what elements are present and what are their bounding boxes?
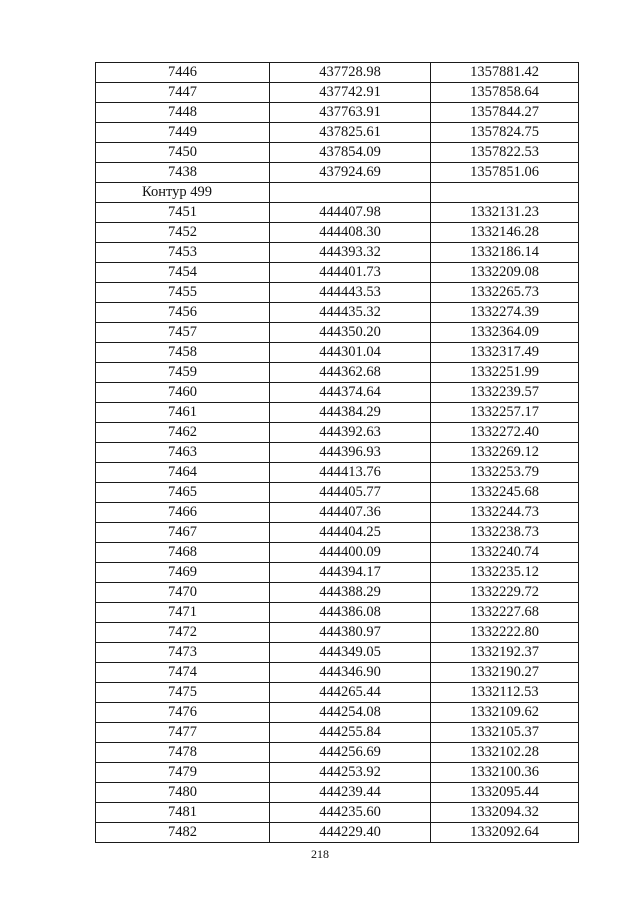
y-coordinate-cell: 1332102.28	[431, 743, 579, 763]
point-number-cell: 7470	[96, 583, 270, 603]
table-row	[96, 243, 579, 263]
x-coordinate-cell: 444443.53	[270, 283, 431, 303]
x-coordinate-cell: 437924.69	[270, 163, 431, 183]
x-coordinate-cell: 444350.20	[270, 323, 431, 343]
table-row	[96, 543, 579, 563]
y-coordinate-cell: 1357822.53	[431, 143, 579, 163]
y-coordinate-cell: 1332253.79	[431, 463, 579, 483]
y-coordinate-cell: 1332100.36	[431, 763, 579, 783]
point-number-cell: 7446	[96, 63, 270, 83]
x-coordinate-cell: 444380.97	[270, 623, 431, 643]
point-number-cell: 7459	[96, 363, 270, 383]
point-number-cell: 7473	[96, 643, 270, 663]
coordinates-table	[95, 62, 579, 843]
table-row	[96, 163, 579, 183]
y-coordinate-cell: 1332094.32	[431, 803, 579, 823]
table-row	[96, 103, 579, 123]
x-coordinate-cell: 444255.84	[270, 723, 431, 743]
coordinates-table-body	[96, 63, 579, 843]
point-number-cell: 7449	[96, 123, 270, 143]
table-row	[96, 323, 579, 343]
x-coordinate-cell: 444235.60	[270, 803, 431, 823]
x-coordinate-cell: 444253.92	[270, 763, 431, 783]
x-coordinate-cell: 444374.64	[270, 383, 431, 403]
x-coordinate-cell: 444396.93	[270, 443, 431, 463]
y-coordinate-cell: 1332244.73	[431, 503, 579, 523]
point-number-cell: 7464	[96, 463, 270, 483]
point-number-cell: 7476	[96, 703, 270, 723]
x-coordinate-cell: 444401.73	[270, 263, 431, 283]
x-coordinate-cell: 444393.32	[270, 243, 431, 263]
table-row	[96, 423, 579, 443]
x-coordinate-cell: 444346.90	[270, 663, 431, 683]
y-coordinate-cell: 1332265.73	[431, 283, 579, 303]
y-coordinate-cell: 1332092.64	[431, 823, 579, 843]
y-coordinate-cell: 1332272.40	[431, 423, 579, 443]
x-coordinate-cell: 444407.36	[270, 503, 431, 523]
y-coordinate-cell: 1332245.68	[431, 483, 579, 503]
table-row	[96, 463, 579, 483]
table-row	[96, 603, 579, 623]
y-coordinate-cell: 1332112.53	[431, 683, 579, 703]
point-number-cell: 7447	[96, 83, 270, 103]
table-row	[96, 263, 579, 283]
point-number-cell: 7477	[96, 723, 270, 743]
y-coordinate-cell: 1332229.72	[431, 583, 579, 603]
y-coordinate-cell: 1332317.49	[431, 343, 579, 363]
table-row	[96, 803, 579, 823]
point-number-cell: 7454	[96, 263, 270, 283]
y-coordinate-cell: 1332209.08	[431, 263, 579, 283]
x-coordinate-cell: 444394.17	[270, 563, 431, 583]
y-coordinate-cell: 1332269.12	[431, 443, 579, 463]
point-number-cell: 7448	[96, 103, 270, 123]
table-row	[96, 383, 579, 403]
y-coordinate-cell: 1332192.37	[431, 643, 579, 663]
x-coordinate-cell: 444239.44	[270, 783, 431, 803]
table-row	[96, 403, 579, 423]
x-coordinate-cell: 444388.29	[270, 583, 431, 603]
y-coordinate-cell: 1357851.06	[431, 163, 579, 183]
point-number-cell: 7450	[96, 143, 270, 163]
x-coordinate-cell: 444349.05	[270, 643, 431, 663]
empty-cell	[270, 183, 431, 203]
y-coordinate-cell: 1332105.37	[431, 723, 579, 743]
table-row	[96, 503, 579, 523]
x-coordinate-cell: 444254.08	[270, 703, 431, 723]
point-number-cell: 7466	[96, 503, 270, 523]
table-row	[96, 123, 579, 143]
table-row	[96, 483, 579, 503]
empty-cell	[431, 183, 579, 203]
point-number-cell: 7456	[96, 303, 270, 323]
x-coordinate-cell: 444301.04	[270, 343, 431, 363]
x-coordinate-cell: 444384.29	[270, 403, 431, 423]
point-number-cell: 7451	[96, 203, 270, 223]
point-number-cell: 7474	[96, 663, 270, 683]
table-row	[96, 83, 579, 103]
point-number-cell: 7480	[96, 783, 270, 803]
table-row	[96, 643, 579, 663]
x-coordinate-cell: 437825.61	[270, 123, 431, 143]
x-coordinate-cell: 444404.25	[270, 523, 431, 543]
y-coordinate-cell: 1332222.80	[431, 623, 579, 643]
table-row	[96, 743, 579, 763]
y-coordinate-cell: 1332240.74	[431, 543, 579, 563]
x-coordinate-cell: 444265.44	[270, 683, 431, 703]
table-row	[96, 703, 579, 723]
y-coordinate-cell: 1332227.68	[431, 603, 579, 623]
table-row	[96, 663, 579, 683]
point-number-cell: 7475	[96, 683, 270, 703]
point-number-cell: 7462	[96, 423, 270, 443]
x-coordinate-cell: 444413.76	[270, 463, 431, 483]
table-row	[96, 763, 579, 783]
point-number-cell: 7472	[96, 623, 270, 643]
y-coordinate-cell: 1357844.27	[431, 103, 579, 123]
x-coordinate-cell: 444407.98	[270, 203, 431, 223]
table-row	[96, 783, 579, 803]
table-row	[96, 623, 579, 643]
y-coordinate-cell: 1332131.23	[431, 203, 579, 223]
table-row	[96, 203, 579, 223]
point-number-cell: 7471	[96, 603, 270, 623]
y-coordinate-cell: 1357824.75	[431, 123, 579, 143]
y-coordinate-cell: 1357858.64	[431, 83, 579, 103]
table-row	[96, 303, 579, 323]
y-coordinate-cell: 1332186.14	[431, 243, 579, 263]
table-row	[96, 143, 579, 163]
x-coordinate-cell: 437854.09	[270, 143, 431, 163]
point-number-cell: 7469	[96, 563, 270, 583]
point-number-cell: 7458	[96, 343, 270, 363]
y-coordinate-cell: 1332257.17	[431, 403, 579, 423]
y-coordinate-cell: 1332109.62	[431, 703, 579, 723]
table-row	[96, 583, 579, 603]
x-coordinate-cell: 437728.98	[270, 63, 431, 83]
table-row	[96, 443, 579, 463]
x-coordinate-cell: 437742.91	[270, 83, 431, 103]
table-row	[96, 723, 579, 743]
point-number-cell: 7482	[96, 823, 270, 843]
table-row	[96, 343, 579, 363]
y-coordinate-cell: 1332274.39	[431, 303, 579, 323]
point-number-cell: 7455	[96, 283, 270, 303]
table-row	[96, 563, 579, 583]
contour-label: Контур 499	[96, 183, 270, 203]
point-number-cell: 7463	[96, 443, 270, 463]
table-row	[96, 363, 579, 383]
y-coordinate-cell: 1332238.73	[431, 523, 579, 543]
y-coordinate-cell: 1332095.44	[431, 783, 579, 803]
y-coordinate-cell: 1332190.27	[431, 663, 579, 683]
table-row	[96, 223, 579, 243]
point-number-cell: 7479	[96, 763, 270, 783]
y-coordinate-cell: 1332235.12	[431, 563, 579, 583]
x-coordinate-cell: 437763.91	[270, 103, 431, 123]
point-number-cell: 7438	[96, 163, 270, 183]
x-coordinate-cell: 444408.30	[270, 223, 431, 243]
point-number-cell: 7465	[96, 483, 270, 503]
y-coordinate-cell: 1332364.09	[431, 323, 579, 343]
x-coordinate-cell: 444229.40	[270, 823, 431, 843]
point-number-cell: 7461	[96, 403, 270, 423]
point-number-cell: 7460	[96, 383, 270, 403]
table-row	[96, 283, 579, 303]
point-number-cell: 7468	[96, 543, 270, 563]
page-number: 218	[311, 847, 329, 861]
x-coordinate-cell: 444362.68	[270, 363, 431, 383]
y-coordinate-cell: 1332239.57	[431, 383, 579, 403]
x-coordinate-cell: 444435.32	[270, 303, 431, 323]
point-number-cell: 7457	[96, 323, 270, 343]
point-number-cell: 7467	[96, 523, 270, 543]
y-coordinate-cell: 1357881.42	[431, 63, 579, 83]
x-coordinate-cell: 444256.69	[270, 743, 431, 763]
table-row	[96, 523, 579, 543]
x-coordinate-cell: 444386.08	[270, 603, 431, 623]
point-number-cell: 7453	[96, 243, 270, 263]
table-row	[96, 823, 579, 843]
x-coordinate-cell: 444400.09	[270, 543, 431, 563]
contour-row	[96, 183, 579, 203]
point-number-cell: 7481	[96, 803, 270, 823]
x-coordinate-cell: 444392.63	[270, 423, 431, 443]
x-coordinate-cell: 444405.77	[270, 483, 431, 503]
point-number-cell: 7452	[96, 223, 270, 243]
table-row	[96, 63, 579, 83]
y-coordinate-cell: 1332146.28	[431, 223, 579, 243]
y-coordinate-cell: 1332251.99	[431, 363, 579, 383]
table-row	[96, 683, 579, 703]
point-number-cell: 7478	[96, 743, 270, 763]
